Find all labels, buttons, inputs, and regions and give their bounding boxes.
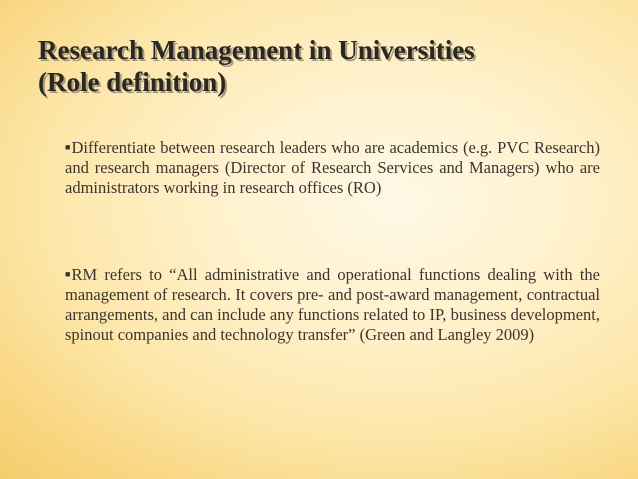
slide-title-line-1: Research Management in Universities [38,35,475,65]
slide-title-line-2: (Role definition) [38,67,227,97]
bullet-icon: ■ [65,142,71,152]
paragraph-1-text: Differentiate between research leaders who are academics (e.g. PVC Research) and research managers (Director of Research Services and Managers) who are administrators working in research offices (RO) [65,138,600,197]
bullet-paragraph-2 [65,264,600,345]
bullet-paragraph-1 [65,137,600,198]
slide-title [38,34,608,98]
bullet-icon: ■ [65,269,71,279]
paragraph-2-text: RM refers to “All administrative and operational functions dealing with the management of research. It covers pre- and post-award management, contractual arrangements, and can include any functions related to IP, business development, spinout companies and technology transfer” (Green and Langley 2009) [65,265,600,344]
